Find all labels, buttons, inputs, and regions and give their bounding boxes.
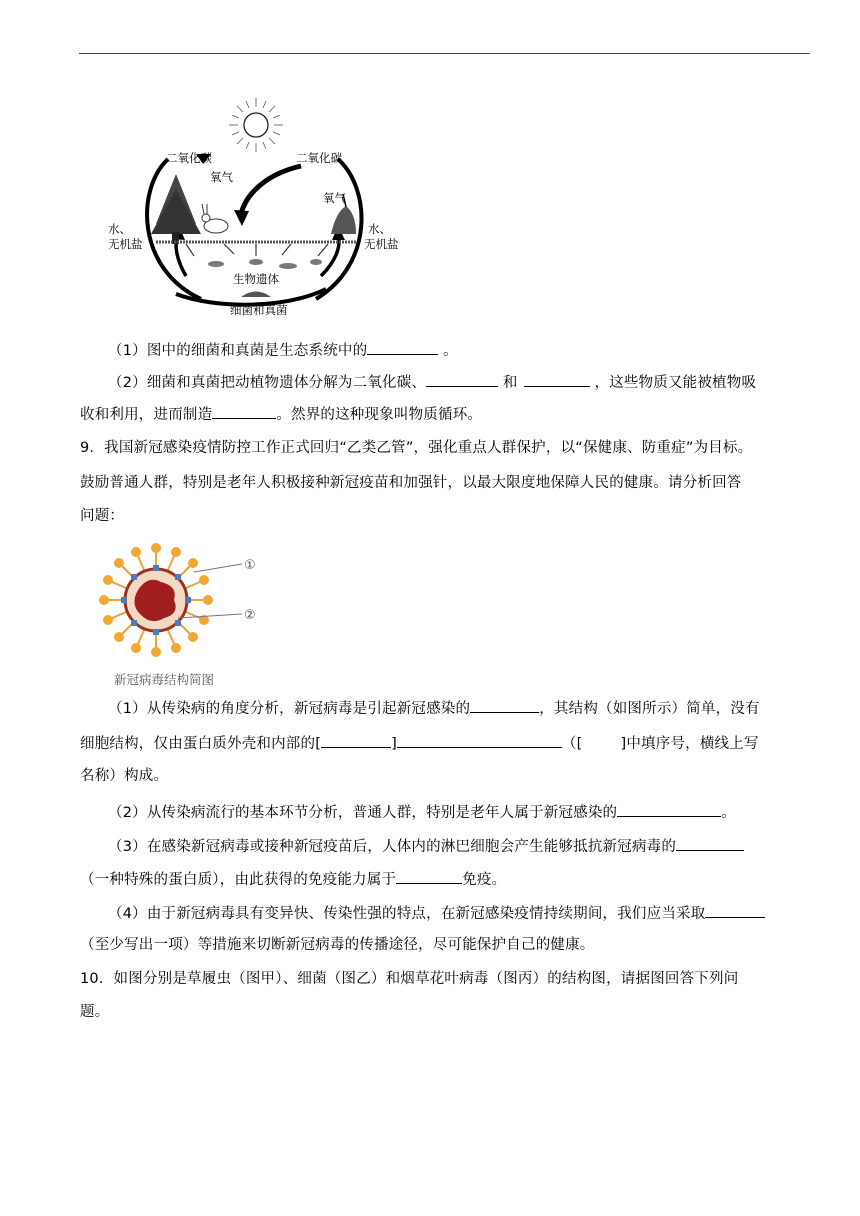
answer-blank[interactable] [367,339,438,355]
label-2: ② [244,608,256,623]
q10-stem-line2: 题。 [80,1004,110,1020]
answer-blank[interactable] [470,697,539,713]
figure-caption: 新冠病毒结构简图 [114,672,215,687]
q9-stem-line3: 问题： [80,508,125,524]
decomposers-label: 细菌和真菌 [230,303,288,316]
material-cycle-diagram [106,94,406,316]
water-label-left-2: 无机盐 [108,237,143,251]
q9-part1-line2: 细胞结构，仅由蛋白质外壳和内部的[ ] （[ ]中填序号，横线上写 [80,732,759,754]
coronavirus-diagram [98,530,268,690]
o2-label-left: 氧气 [210,170,233,184]
water-label-right-2: 无机盐 [364,237,399,251]
q9-part4-line2: （至少写出一项）等措施来切断新冠病毒的传播途径，尽可能保护自己的健康。 [80,937,595,953]
answer-blank[interactable] [705,902,765,918]
q9-stem-line2: 鼓励普通人群，特别是老年人积极接种新冠疫苗和加强针，以最大限度地保障人民的健康。请分析回答 [80,475,742,491]
q10-stem-line1: 10．如图分别是草履虫（图甲）、细菌（图乙）和烟草花叶病毒（图丙）的结构图，请据图回答下列问 [80,971,739,987]
remains-label: 生物遗体 [233,272,279,286]
water-label-left-1: 水、 [108,222,131,236]
q9-part3-line2: （一种特殊的蛋白质），由此获得的免疫能力属于 免疫。 [80,868,506,890]
rabbit-icon [202,204,228,233]
q9-part4-line1: （4）由于新冠病毒具有变异快、传染性强的特点，在新冠感染疫情持续期间，我们应当采取 [108,902,765,924]
answer-blank[interactable] [617,801,721,817]
answer-blank[interactable] [397,732,562,748]
co2-label-right: 二氧化碳 [296,151,342,165]
q9-part3-line1: （3）在感染新冠病毒或接种新冠疫苗后，人体内的淋巴细胞会产生能够抵抗新冠病毒的 [108,835,744,857]
answer-blank[interactable] [212,403,276,419]
co2-arrow [241,166,301,214]
co2-label-left: 二氧化碳 [166,151,212,165]
answer-blank[interactable] [676,835,744,851]
tree-icon [151,174,201,244]
answer-blank[interactable] [426,371,498,387]
q9-part1-line1: （1）从传染病的角度分析，新冠病毒是引起新冠感染的 ，其结构（如图所示）简单，没有 [108,697,760,719]
q9-stem-line1: 9．我国新冠感染疫情防控工作正式回归“乙类乙管”，强化重点人群保护，以“保健康、防重症”为目标。 [80,440,753,456]
answer-blank[interactable] [396,868,462,884]
header-rule [79,53,810,54]
q8-part2-line1: （2）细菌和真菌把动植物遗体分解为二氧化碳、 和 ，这些物质又能被植物吸 [108,371,756,393]
water-label-right-1: 水、 [368,222,391,236]
spike-proteins [99,543,213,657]
o2-label-right: 氧气 [323,191,346,205]
q9-part2: （2）从传染病流行的基本环节分析，普通人群，特别是老年人属于新冠感染的 。 [108,801,736,823]
q8-part2-line2: 收和利用，进而制造 。然界的这种现象叫物质循环。 [80,403,482,425]
q9-part1-line3: 名称）构成。 [80,768,169,784]
answer-blank[interactable] [524,371,590,387]
answer-blank[interactable] [321,732,391,748]
q8-part1: （1）图中的细菌和真菌是生态系统中的 。 [108,339,458,361]
label-1: ① [244,558,256,573]
sun-icon [229,98,283,152]
